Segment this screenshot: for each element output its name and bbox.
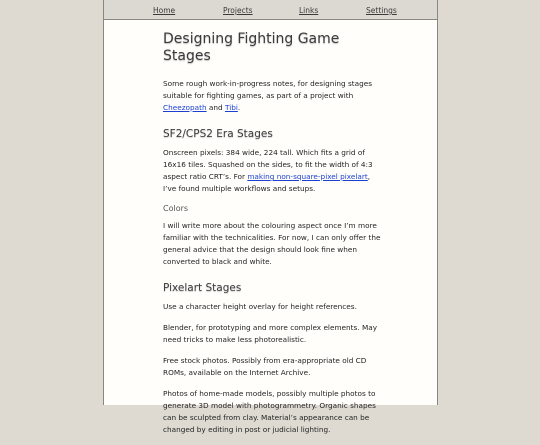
- link-tibi[interactable]: Tibi: [224, 103, 238, 112]
- nav-link-home[interactable]: Home: [153, 6, 176, 15]
- sf2-paragraph: Onscreen pixels: 384 wide, 224 tall. Which fits a grid of 16x16 tiles. Squashed on the sides, to fit the width of 4:3 aspect ratio CRT’s. For making non-square-pixel pixelart, I’ve found multiple workflows and setups.: [163, 148, 373, 193]
- section-heading-sf2: SF2/CPS2 Era Stages: [163, 128, 273, 140]
- section-heading-pixelart: Pixelart Stages: [163, 282, 242, 294]
- pixelart-paragraph-4: Photos of home-made models, possibly multiple photos to generate 3D model with photogrammetry. Organic shapes can be sculpted from clay. Material’s appearance can be changed by editing in post or judicial lighting.: [163, 389, 376, 434]
- link-cheezopath[interactable]: Cheezopath: [163, 103, 207, 112]
- pixelart-paragraph-1: Use a character height overlay for height references.: [163, 302, 357, 311]
- page-title: Designing Fighting Game Stages: [163, 31, 340, 64]
- nav-link-links[interactable]: Links: [299, 6, 319, 15]
- page-container: [103, 0, 438, 434]
- pixelart-paragraph-3: Free stock photos. Possibly from era-appropriate old CD ROMs, available on the Internet Archive.: [163, 356, 367, 377]
- colors-paragraph: I will write more about the colouring aspect once I’m more familiar with the technicalities. For now, I can only offer the general advice that the design should look fine when converted to black and white.: [163, 221, 381, 266]
- article: [163, 31, 383, 445]
- intro-paragraph: Some rough work-in-progress notes, for designing stages suitable for fighting games, as part of a project with Cheezopath and Tibi.: [163, 79, 373, 112]
- nav-bar: [104, 0, 437, 20]
- subheading-colors: Colors: [163, 204, 189, 213]
- nav-link-projects[interactable]: Projects: [223, 6, 253, 15]
- pixelart-paragraph-2: Blender, for prototyping and more complex elements. May need tricks to make less photorealistic.: [163, 323, 378, 344]
- link-non-square-pixelart[interactable]: making non-square-pixel pixelart: [247, 172, 368, 181]
- nav-link-settings[interactable]: Settings: [366, 6, 397, 15]
